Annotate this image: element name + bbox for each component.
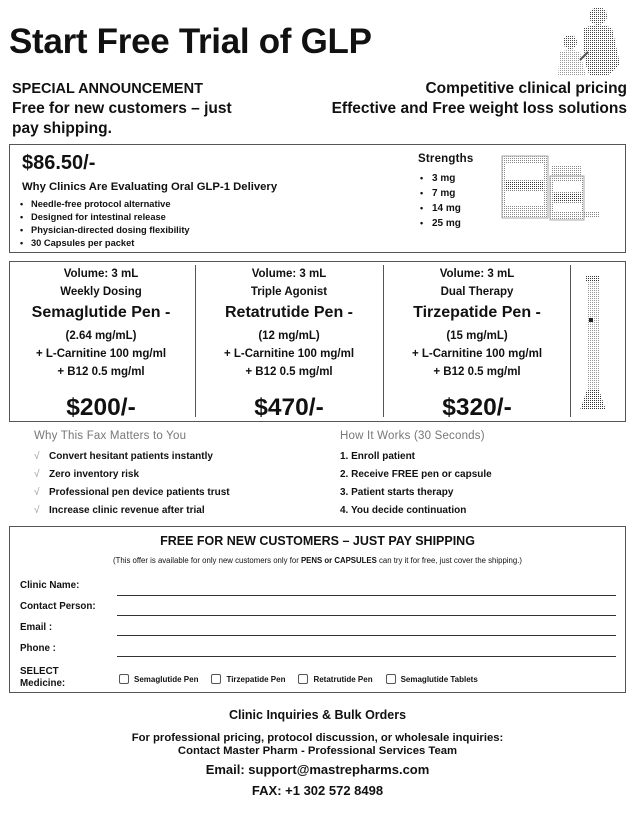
checkmark-icon: √ (34, 487, 40, 498)
clinic-name-label: Clinic Name: (20, 580, 80, 591)
checkmark-icon: √ (34, 451, 40, 462)
announcement-label: SPECIAL ANNOUNCEMENT (12, 81, 203, 97)
phone-field[interactable] (117, 656, 616, 657)
select-medicine-label: SELECT Medicine: (20, 666, 66, 689)
clinic-name-field[interactable] (117, 595, 616, 596)
strengths-list (420, 171, 461, 231)
email-label: Email : (20, 622, 53, 633)
strength-item: • 14 mg (420, 201, 461, 216)
special-announcement (12, 79, 232, 139)
why-fax-item: √ Convert hesitant patients instantly (34, 448, 230, 466)
checkbox-icon[interactable] (211, 674, 221, 684)
pen-tag: Dual Therapy (440, 286, 514, 298)
why-fax-list (34, 448, 230, 520)
tablet-price: $86.50/- (22, 152, 96, 174)
pen-additive: + L-Carnitine 100 mg/ml (411, 348, 543, 360)
tagline-line2: Effective and Free weight loss solutions (331, 100, 627, 117)
tablet-heading: Why Clinics Are Evaluating Oral GLP-1 Delivery (22, 181, 278, 193)
email-field[interactable] (117, 635, 616, 636)
checkbox-icon[interactable] (386, 674, 396, 684)
pen-additive: + L-Carnitine 100 mg/ml (35, 348, 167, 360)
strength-item: • 3 mg (420, 171, 461, 186)
pen-card-tirzepatide (382, 265, 572, 423)
step-item: 4. You decide continuation (340, 505, 467, 516)
why-fax-item: √ Increase clinic revenue after trial (34, 502, 230, 520)
how-it-works-heading: How It Works (30 Seconds) (340, 430, 485, 442)
how-it-works-list (340, 448, 492, 520)
tagline-line1: Competitive clinical pricing (425, 80, 627, 97)
pen-price: $320/- (442, 394, 512, 421)
pen-tag: Weekly Dosing (60, 286, 142, 298)
benefit-item: • Designed for intestinal release (20, 211, 190, 224)
pen-card-retatrutide (194, 265, 384, 423)
why-fax-heading: Why This Fax Matters to You (34, 430, 187, 442)
pen-additive: + B12 0.5 mg/ml (433, 366, 521, 378)
pen-additive: + B12 0.5 mg/ml (57, 366, 145, 378)
contact-person-label: Contact Person: (20, 601, 96, 612)
medicine-options (119, 674, 478, 684)
announcement-text-line2: pay shipping. (12, 120, 112, 137)
pen-price: $200/- (66, 394, 136, 421)
tagline (332, 79, 627, 119)
step-item: 1. Enroll patient (340, 451, 416, 462)
pen-name: Semaglutide Pen - (31, 304, 171, 321)
pen-concentration: (12 mg/mL) (258, 330, 320, 342)
form-note: (This offer is available for only new customers only for PENS or CAPSULES can try it for free, just cover the shipping.) (113, 556, 522, 565)
why-fax-item: √ Professional pen device patients trust (34, 484, 230, 502)
strengths-heading: Strengths (418, 153, 474, 165)
benefit-item: • 30 Capsules per packet (20, 237, 190, 250)
medicine-bottles-icon (500, 154, 600, 224)
medicine-option-retatrutide-pen[interactable]: Retatrutide Pen (298, 674, 372, 684)
step-item: 3. Patient starts therapy (340, 487, 454, 498)
phone-label: Phone : (20, 643, 56, 654)
injection-pen-icon (578, 276, 608, 413)
contact-person-field[interactable] (117, 615, 616, 616)
footer-description: For professional pricing, protocol discussion, or wholesale inquiries: Contact Master Pharm - Professional Services Team (131, 732, 504, 757)
pen-additive: + L-Carnitine 100 mg/ml (223, 348, 355, 360)
pen-concentration: (2.64 mg/mL) (65, 330, 137, 342)
pen-name: Tirzepatide Pen - (413, 304, 541, 321)
signup-form-box (9, 526, 626, 693)
medicine-option-semaglutide-tablets[interactable]: Semaglutide Tablets (386, 674, 478, 684)
medicine-option-tirzepatide-pen[interactable]: Tirzepatide Pen (211, 674, 285, 684)
strength-item: • 25 mg (420, 216, 461, 231)
checkmark-icon: √ (34, 505, 40, 516)
pen-name: Retatrutide Pen - (224, 304, 353, 321)
announcement-text-line1: Free for new customers – just (12, 100, 232, 117)
step-item: 2. Receive FREE pen or capsule (340, 469, 492, 480)
pen-price: $470/- (254, 394, 324, 421)
checkmark-icon: √ (34, 469, 40, 480)
pen-tag: Triple Agonist (250, 286, 328, 298)
strength-item: • 7 mg (420, 186, 461, 201)
doctor-patient-photo-icon (520, 4, 628, 76)
footer-email[interactable]: Email: support@mastrepharms.com (205, 762, 430, 777)
pen-additive: + B12 0.5 mg/ml (245, 366, 333, 378)
benefit-item: • Needle-free protocol alternative (20, 198, 190, 211)
pen-volume: Volume: 3 mL (251, 268, 327, 280)
checkbox-icon[interactable] (119, 674, 129, 684)
tablet-benefits-list (20, 198, 190, 250)
medicine-option-semaglutide-pen[interactable]: Semaglutide Pen (119, 674, 198, 684)
pen-concentration: (15 mg/mL) (446, 330, 508, 342)
page-title: Start Free Trial of GLP (9, 22, 372, 61)
benefit-item: • Physician-directed dosing flexibility (20, 224, 190, 237)
form-title: FREE FOR NEW CUSTOMERS – JUST PAY SHIPPING (160, 534, 475, 548)
pen-volume: Volume: 3 mL (439, 268, 515, 280)
checkbox-icon[interactable] (298, 674, 308, 684)
pen-card-semaglutide (6, 265, 196, 423)
pen-volume: Volume: 3 mL (63, 268, 139, 280)
footer-fax: FAX: +1 302 572 8498 (251, 783, 384, 798)
footer-heading: Clinic Inquiries & Bulk Orders (228, 708, 407, 722)
why-fax-item: √ Zero inventory risk (34, 466, 230, 484)
